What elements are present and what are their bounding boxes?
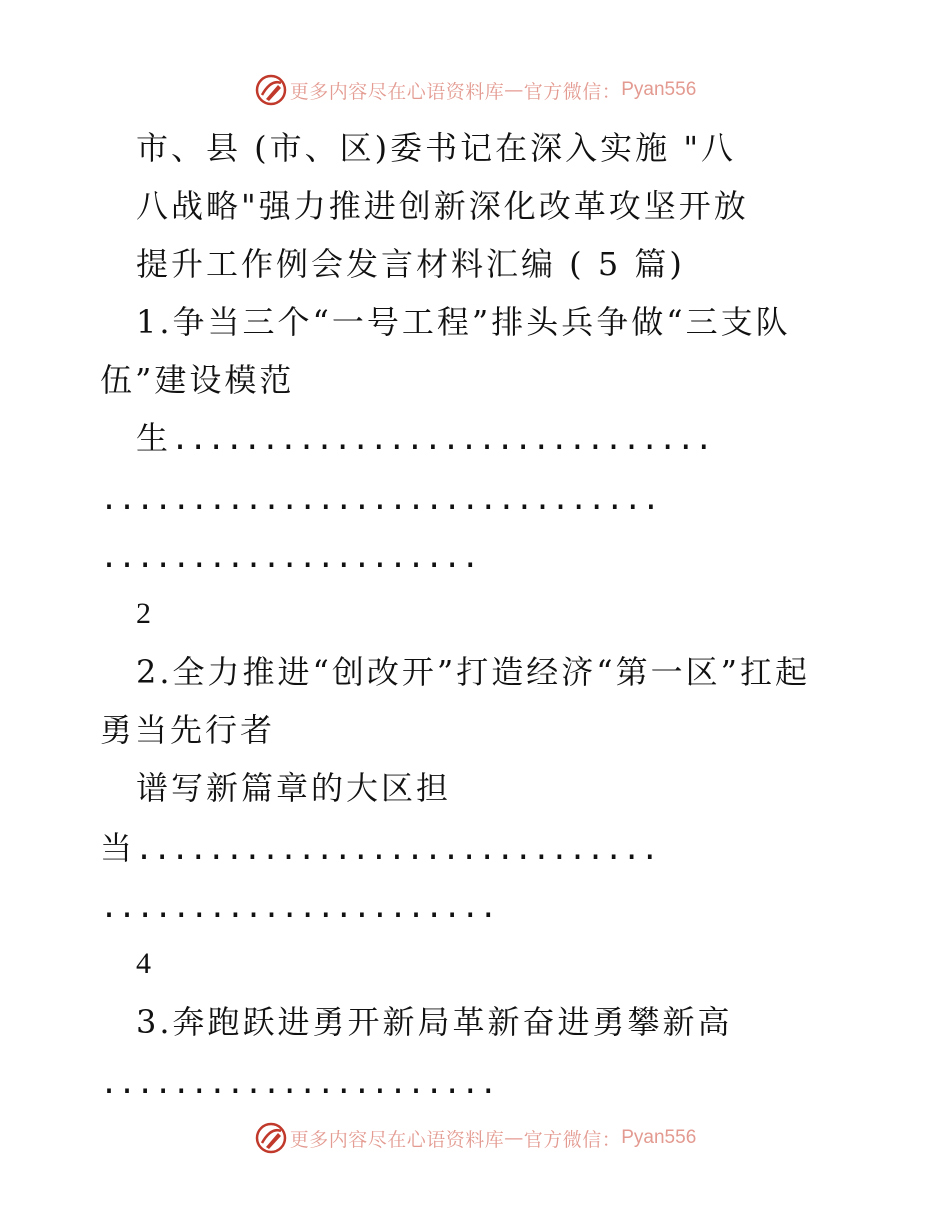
title-line-1: 市、县 (市、区)委书记在深入实施 "八: [136, 129, 737, 167]
watermark-contact: 官方微信：: [523, 1128, 622, 1151]
toc-leader-dots: ..............................: [171, 422, 713, 457]
toc-item-2-page: 4: [136, 947, 151, 980]
toc-item-3-line-a: 3.奔跑跃进勇开新局革新奋进勇攀新高: [136, 1003, 733, 1041]
watermark-separator: —: [504, 79, 524, 101]
toc-leader-dots: ......................: [100, 890, 498, 925]
watermark-contact: 官方微信：: [523, 80, 622, 103]
watermark-text: 更多内容尽在心语资料库: [289, 1128, 505, 1151]
watermark-wechat-id: Pyan556: [621, 79, 697, 100]
toc-leader-dots: ...............................: [100, 482, 660, 517]
toc-item-2-line-a: 2.全力推进“创改开”打造经济“第一区”扛起: [136, 653, 810, 691]
toc-leader-dots: .............................: [135, 832, 659, 867]
toc-item-1-line-c: 生..............................: [136, 419, 713, 457]
toc-item-2-line-c: 谱写新篇章的大区担: [136, 769, 452, 807]
toc-item-2-line-b: 勇当先行者: [100, 711, 276, 749]
toc-item-1-line-a: 1.争当三个“一号工程”排头兵争做“三支队: [136, 303, 791, 341]
watermark-header: [0, 70, 950, 110]
toc-item-2-line-d: 当.............................: [100, 829, 659, 867]
title-line-3: 提升工作例会发言材料汇编 ( 5 篇): [136, 245, 685, 283]
watermark-separator: —: [504, 1127, 524, 1149]
watermark-wechat-id: Pyan556: [621, 1127, 697, 1148]
toc-leader-dots: ......................: [100, 1066, 498, 1101]
watermark-text: 更多内容尽在心语资料库: [289, 80, 505, 103]
watermark-footer: [0, 1118, 950, 1158]
pen-logo-icon: [254, 1121, 288, 1155]
toc-item-1-line-b: 伍”建设模范: [100, 361, 295, 399]
toc-leader-dots: .....................: [100, 540, 480, 575]
toc-item-1-page: 2: [136, 597, 151, 630]
pen-logo-icon: [254, 73, 288, 107]
title-line-2: 八战略"强力推进创新深化改革攻坚开放: [136, 187, 749, 225]
